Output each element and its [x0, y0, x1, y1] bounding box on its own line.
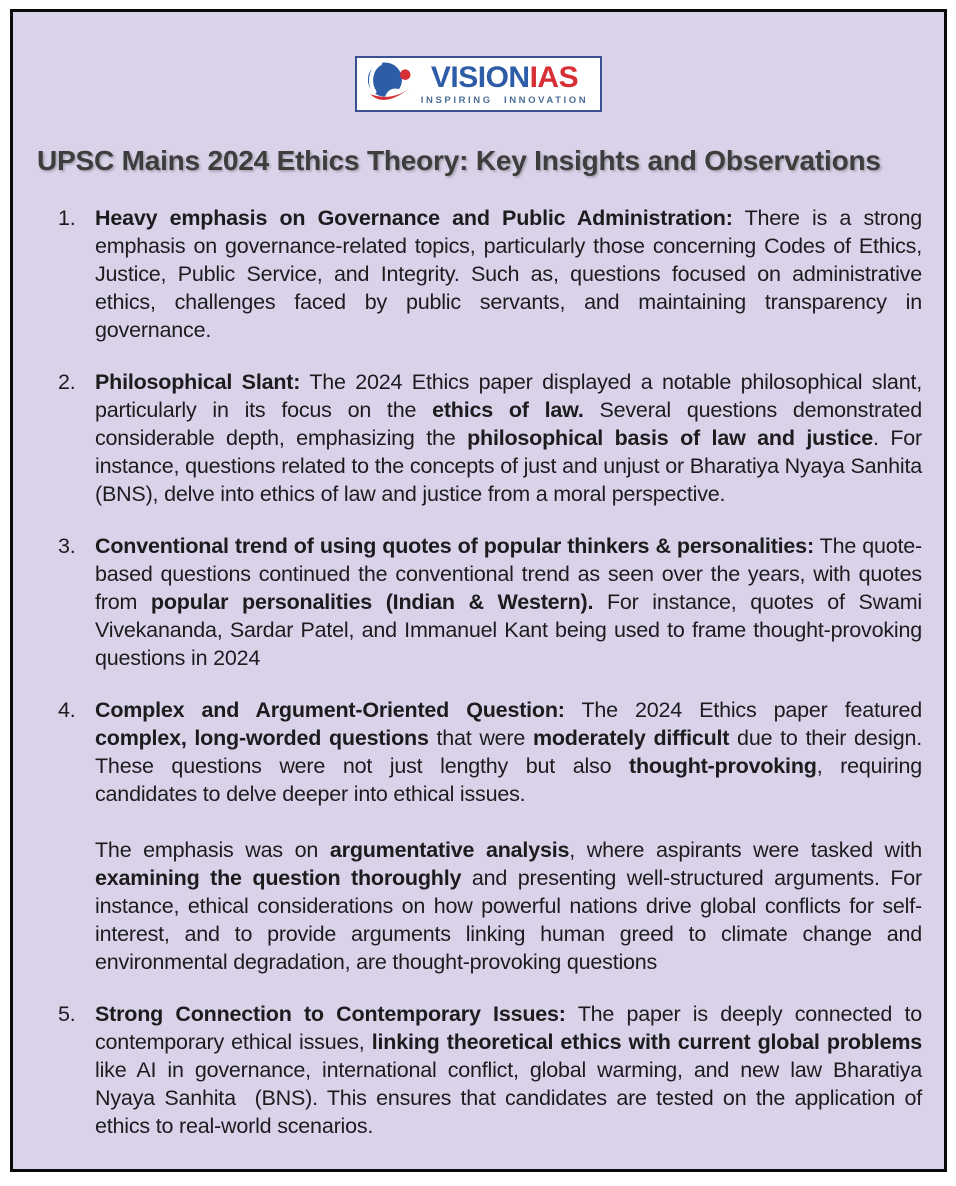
bold-text-run: argumentative analysis: [329, 838, 570, 862]
bold-text-run: popular personalities (Indian & Western).: [150, 590, 594, 614]
bold-text-run: complex, long-worded questions: [95, 726, 429, 750]
insights-list: [58, 204, 934, 1140]
item-number: 3.: [58, 534, 76, 558]
text-run: , requiring candidates to delve deeper into ethical issues.: [95, 754, 922, 806]
text-run: . For instance, questions related to the concepts of just and unjust or Bharatiya Nyaya Sanhita (BNS), delve into ethics of law and justice from a moral perspective.: [95, 426, 922, 506]
text-run: Several questions demonstrated considerable depth, emphasizing the: [95, 398, 922, 450]
item-paragraph: [95, 368, 922, 508]
item-number: 2.: [58, 370, 76, 394]
text-run: For instance, quotes of Swami Vivekananda, Sardar Patel, and Immanuel Kant being used to frame thought-provoking questions in 2024: [95, 590, 922, 670]
bold-text-run: Strong Connection to Contemporary Issues:: [95, 1002, 566, 1026]
text-run: The quote-based questions continued the conventional trend as seen over the years, with quotes from: [95, 534, 922, 614]
bold-text-run: ethics of law.: [432, 398, 584, 422]
item-paragraph: [95, 696, 922, 808]
visionias-logo: [355, 56, 602, 112]
text-run: that were: [428, 726, 533, 750]
bold-text-run: linking theoretical ethics with current global problems: [371, 1030, 922, 1054]
item-number: 1.: [58, 206, 76, 230]
logo-text: [420, 60, 589, 106]
logo-word-ias: IAS: [529, 60, 579, 94]
visionias-globe-icon: [363, 58, 415, 111]
logo-tagline: INSPIRING INNOVATION: [420, 94, 589, 106]
text-run: due to their design. These questions were not just lengthy but also: [95, 726, 922, 778]
list-item: [58, 204, 922, 344]
bold-text-run: moderately difficult: [532, 726, 730, 750]
logo-container: [23, 56, 934, 112]
item-paragraph: [95, 1000, 922, 1140]
bold-text-run: Philosophical Slant:: [95, 370, 301, 394]
logo-word-vision: VISION: [430, 60, 530, 94]
text-run: and presenting well-structured arguments. For instance, ethical considerations on how powerful nations drive global conflicts for self-interest, and to provide arguments linking human greed to climate change and environmental degradation, are thought-provoking questions: [95, 866, 922, 974]
text-run: There is a strong emphasis on governance-related topics, particularly those concerning Codes of Ethics, Justice, Public Service, and Integrity. Such as, questions focused on administrative ethics, challenges faced by public servants, and maintaining transparency in governance.: [95, 206, 922, 342]
text-run: The emphasis was on: [95, 838, 330, 862]
text-run: , where aspirants were tasked with: [569, 838, 922, 862]
bold-text-run: examining the question thoroughly: [95, 866, 462, 890]
logo-wordmark: [430, 60, 579, 94]
item-paragraph: [95, 532, 922, 672]
text-run: The 2024 Ethics paper displayed a notable philosophical slant, particularly in its focus on the: [95, 370, 922, 422]
item-number: 4.: [58, 698, 76, 722]
bold-text-run: Conventional trend of using quotes of popular thinkers & personalities:: [95, 534, 814, 558]
page-title: UPSC Mains 2024 Ethics Theory: Key Insights and Observations: [37, 145, 881, 176]
bold-text-run: thought-provoking: [629, 754, 817, 778]
text-run: like AI in governance, international conflict, global warming, and new law Bharatiya Nyaya Sanhita (BNS). This ensures that candidates are tested on the application of ethics to real-world scenarios.: [95, 1058, 922, 1138]
item-paragraph: [95, 836, 922, 976]
bold-text-run: Complex and Argument-Oriented Question:: [95, 698, 565, 722]
list-item: [58, 368, 922, 508]
text-run: The 2024 Ethics paper featured: [564, 698, 923, 722]
list-item: [58, 532, 922, 672]
list-item: [58, 696, 922, 976]
item-number: 5.: [58, 1002, 76, 1026]
item-paragraph: [95, 204, 922, 344]
page-frame: [10, 9, 947, 1172]
text-run: The paper is deeply connected to contemporary ethical issues,: [95, 1002, 922, 1054]
bold-text-run: Heavy emphasis on Governance and Public Administration:: [95, 206, 733, 230]
bold-text-run: philosophical basis of law and justice: [467, 426, 874, 450]
list-item: [58, 1000, 922, 1140]
